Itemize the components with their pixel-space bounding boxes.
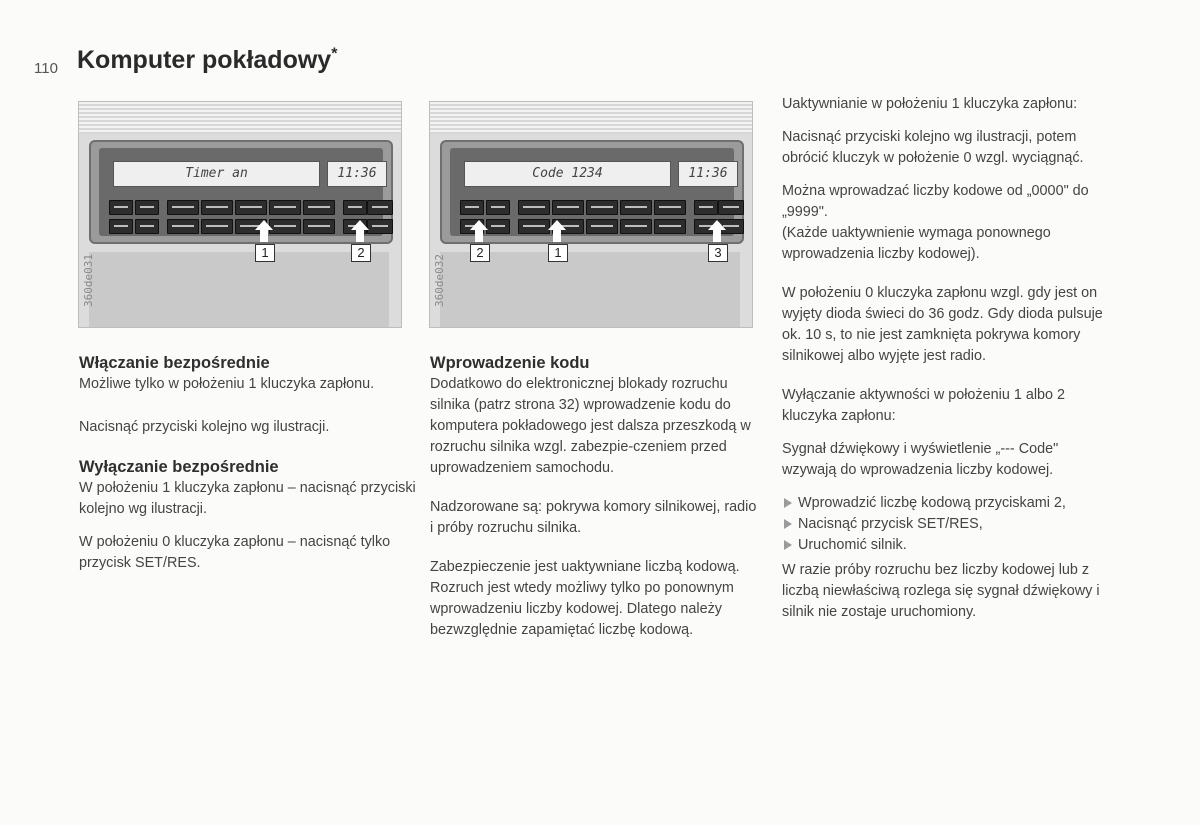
key-set-res: [367, 219, 393, 234]
key: [718, 200, 744, 215]
list-item: Wprowadzić liczbę kodową przyciskami 2,: [782, 493, 1112, 514]
instruction-list: [782, 493, 1112, 556]
figure-code: 360de032: [433, 254, 446, 307]
heading-direct-on: Włączanie bezpośrednie: [79, 354, 270, 372]
key: [367, 200, 393, 215]
computer-clock: 11:36: [327, 161, 387, 187]
key: [135, 200, 159, 215]
illustration-background: [79, 102, 401, 134]
page-number: 110: [34, 60, 58, 77]
key: [235, 200, 267, 215]
step-label: 3: [708, 244, 728, 262]
step-label: 1: [548, 244, 568, 262]
computer-clock: 11:36: [678, 161, 738, 187]
key: [303, 200, 335, 215]
step-label: 2: [351, 244, 371, 262]
paragraph: Można wprowadzać liczby kodowe od „0000" do „9999".: [782, 183, 1089, 220]
computer-bezel: [89, 140, 393, 244]
console-lower: [440, 252, 740, 327]
paragraph: Nacisnąć przyciski kolejno wg ilustracji, potem obrócić kluczyk w położenie 0 wzgl. wyciągnąć.: [782, 129, 1084, 166]
paragraph: Możliwe tylko w położeniu 1 kluczyka zapłonu.: [79, 376, 375, 392]
key: [518, 219, 550, 234]
key: [201, 219, 233, 234]
illustration-code: [429, 101, 753, 328]
key: [486, 200, 510, 215]
paragraph: Wyłączanie aktywności w położeniu 1 albo 2 kluczyka zapłonu:: [782, 387, 1066, 424]
computer-display: Code 1234: [464, 161, 671, 187]
paragraph: Zabezpieczenie jest uaktywniane liczbą kodową. Rozruch jest wtedy możliwy tylko po ponownym wprowadzeniu liczby kodowej. Dlatego należy bezwzględnie zapamiętać liczbę kodową.: [430, 559, 740, 638]
paragraph: Uaktywnianie w położeniu 1 kluczyka zapłonu:: [782, 96, 1078, 112]
arrow-icon: [351, 220, 369, 242]
title-asterisk: *: [331, 45, 338, 63]
figure-code: 360de031: [82, 254, 95, 307]
heading-direct-off: Wyłączanie bezpośrednie: [79, 458, 279, 476]
computer-panel: [450, 148, 734, 236]
key: [460, 200, 484, 215]
paragraph: Sygnał dźwiękowy i wyświetlenie „--- Code" wzywają do wprowadzenia liczby kodowej.: [782, 441, 1059, 478]
arrow-icon: [548, 220, 566, 242]
arrow-icon: [708, 220, 726, 242]
arrow-icon: [255, 220, 273, 242]
key: [518, 200, 550, 215]
key: [303, 219, 335, 234]
paragraph: Nadzorowane są: pokrywa komory silnikowej, radio i próby rozruchu silnika.: [430, 499, 757, 536]
key: [620, 219, 652, 234]
list-item: Nacisnąć przycisk SET/RES,: [782, 514, 1112, 535]
paragraph: W położeniu 0 kluczyka zapłonu wzgl. gdy jest on wyjęty dioda świeci do 36 godz. Gdy dioda pulsuje ok. 10 s, to nie jest zamknięta pokrywa komory silnikowej albo wyjęte jest radio.: [782, 285, 1103, 364]
paragraph: W położeniu 0 kluczyka zapłonu – nacisnąć tylko przycisk SET/RES.: [79, 534, 391, 571]
paragraph: Nacisnąć przyciski kolejno wg ilustracji.: [79, 419, 330, 435]
key: [167, 219, 199, 234]
key-timer: [269, 219, 301, 234]
key: [654, 200, 686, 215]
key: [654, 219, 686, 234]
key: [269, 200, 301, 215]
console-lower: [89, 252, 389, 327]
paragraph: Dodatkowo do elektronicznej blokady rozruchu silnika (patrz strona 32) wprowadzenie kodu do komputera pokładowego jest dalsza przeszkodą w rozruchu silnika wzgl. zabezpie-czeniem przed uprowadzeniem samochodu.: [430, 376, 751, 476]
key: [109, 219, 133, 234]
step-label: 1: [255, 244, 275, 262]
page-title: [77, 46, 337, 75]
computer-keypad: [460, 200, 742, 238]
key: [135, 219, 159, 234]
computer-panel: [99, 148, 383, 236]
computer-keypad: [109, 200, 391, 238]
list-item: Uruchomić silnik.: [782, 535, 1112, 556]
key: [167, 200, 199, 215]
illustration-background: [430, 102, 752, 134]
step-label: 2: [470, 244, 490, 262]
key: [694, 200, 718, 215]
key: [343, 200, 367, 215]
paragraph: W razie próby rozruchu bez liczby kodowej lub z liczbą niewłaściwą rozlega się sygnał dźwiękowy i silnik nie zostaje uruchomiony.: [782, 562, 1100, 620]
key: [620, 200, 652, 215]
paragraph: W położeniu 1 kluczyka zapłonu – nacisnąć przyciski kolejno wg ilustracji.: [79, 480, 416, 517]
column-middle: [430, 352, 760, 653]
page-title-text: Komputer pokładowy: [77, 46, 332, 74]
heading-code-entry: Wprowadzenie kodu: [430, 354, 590, 372]
key: [109, 200, 133, 215]
key: [201, 200, 233, 215]
key-digit-2: [486, 219, 510, 234]
key: [586, 219, 618, 234]
column-left: [79, 352, 419, 586]
computer-display: Timer an: [113, 161, 320, 187]
arrow-icon: [470, 220, 488, 242]
key: [586, 200, 618, 215]
illustration-timer: [78, 101, 402, 328]
paragraph: (Każde uaktywnienie wymaga ponownego wprowadzenia liczby kodowej).: [782, 225, 1051, 262]
column-right: [782, 94, 1112, 635]
key: [552, 200, 584, 215]
